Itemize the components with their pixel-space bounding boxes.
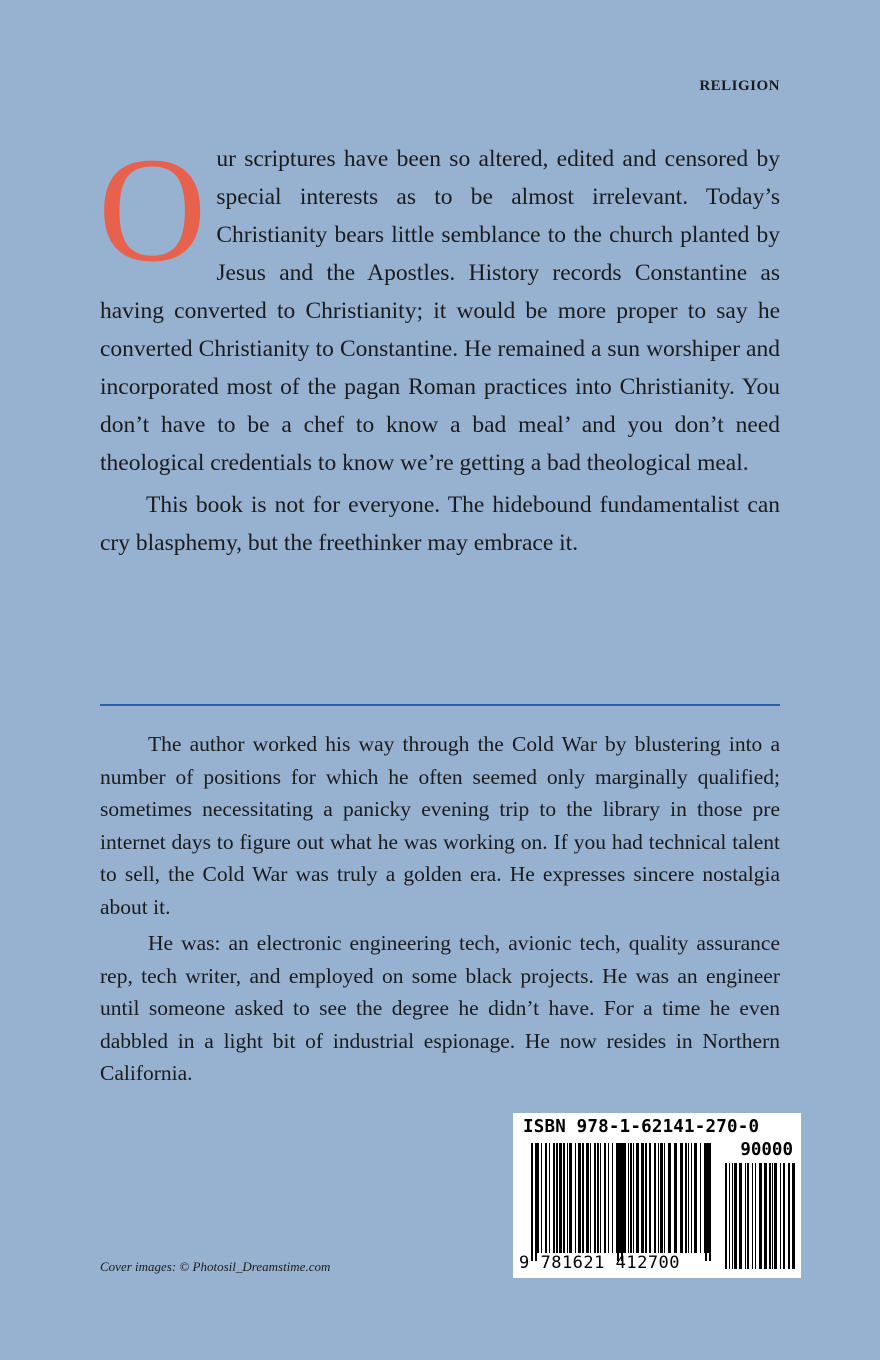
genre-label: RELIGION	[699, 78, 780, 94]
author-bio	[100, 728, 780, 1090]
blurb-paragraph-2: This book is not for everyone. The hidebound fundamentalist can cry blasphemy, but the freethinker may embrace it.	[100, 492, 780, 556]
book-blurb	[98, 127, 780, 562]
bio-paragraph-1: The author worked his way through the Cold War by blustering into a number of positions for which he often seemed only marginally qualified; sometimes necessitating a panicky evening trip to the library in those pre internet days to figure out what he was working on. If you had technical talent to sell, the Cold War was truly a golden era. He expresses sincere nostalgia about it.	[100, 732, 780, 919]
blurb-paragraph-1: ur scriptures have been so altered, edited and censored by special interests as to be almost irrelevant. Today’s Christianity bears little semblance to the church planted by Jesus and the Apostles. History records Constantine as having converted to Christianity; it would be more proper to say he converted Christianity to Constantine. He remained a sun worshiper and incorporated most of the pagan Roman practices into Christianity. You don’t have to be a chef to know a bad meal’ and you don’t need theological credentials to know we’re getting a bad theological meal.	[100, 146, 780, 476]
isbn-number: ISBN 978-1-62141-270-0	[523, 1117, 760, 1137]
section-divider	[100, 704, 780, 706]
ean-digits: 9 781621 412700	[519, 1253, 681, 1273]
drop-cap: O	[98, 127, 207, 293]
isbn-barcode	[513, 1113, 801, 1278]
cover-image-credit: Cover images: © Photosil_Dreamstime.com	[100, 1259, 331, 1274]
price-code: 90000	[740, 1140, 793, 1160]
bio-paragraph-2: He was: an electronic engineering tech, avionic tech, quality assurance rep, tech writer, and employed on some black projects. He was an engineer until someone asked to see the degree he didn’t have. For a time he even dabbled in a light bit of industrial espionage. He now resides in Northern California.	[100, 931, 780, 1085]
